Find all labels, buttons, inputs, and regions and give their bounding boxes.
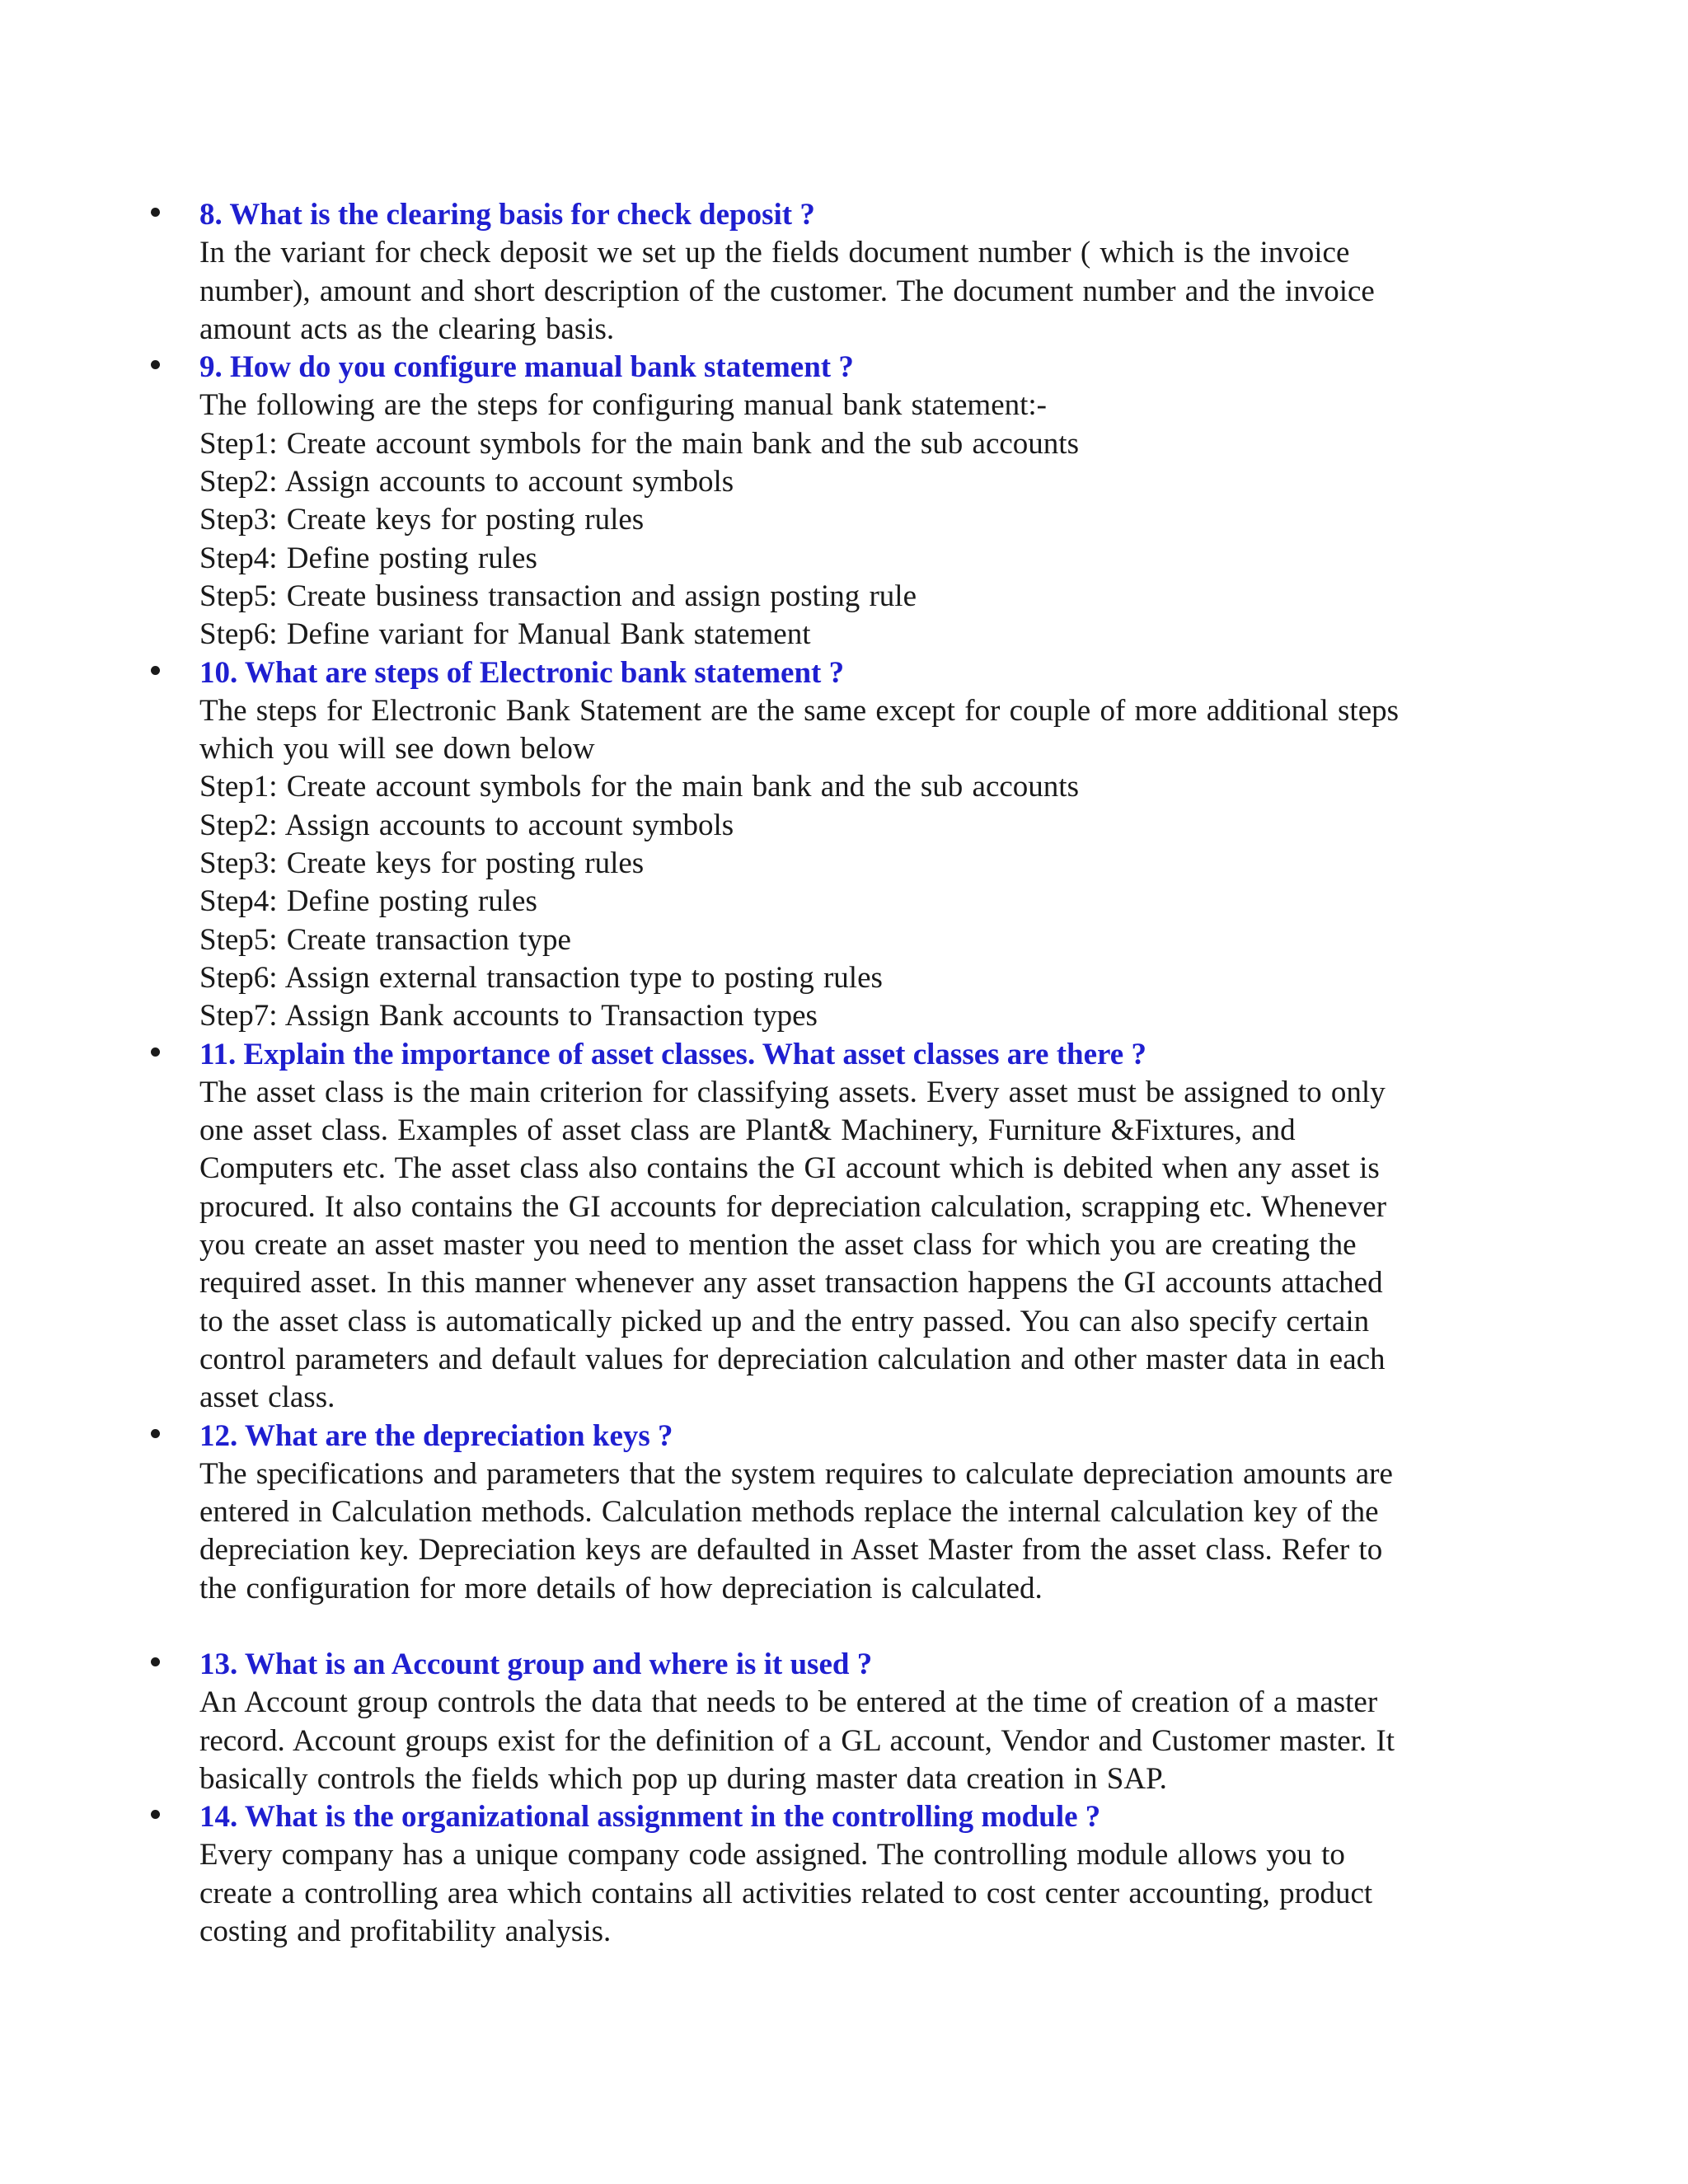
bullet-icon (151, 1429, 160, 1438)
bullet-icon (151, 1810, 160, 1819)
question-heading: 14. What is the organizational assignment in the controlling module ? (199, 1800, 1101, 1835)
question-heading: 9. How do you configure manual bank statement ? (199, 350, 854, 385)
answer-line: The specifications and parameters that the system requires to calculate depreciation amounts are (199, 1456, 1393, 1491)
answer-line: The asset class is the main criterion for classifying assets. Every asset must be assigned to only (199, 1075, 1386, 1109)
answer-line: one asset class. Examples of asset class are Plant& Machinery, Furniture &Fixtures, and (199, 1113, 1296, 1148)
question-heading: 11. Explain the importance of asset classes. What asset classes are there ? (199, 1037, 1146, 1071)
answer-line: create a controlling area which contains all activities related to cost center accounting, product (199, 1876, 1373, 1910)
qa-item-11 (0, 1036, 1688, 1418)
answer-line: Step1: Create account symbols for the main bank and the sub accounts (199, 426, 1079, 461)
qa-item-9 (0, 349, 1688, 654)
qa-item-12 (0, 1418, 1688, 1608)
qa-list (0, 196, 1688, 1951)
answer-line: Step5: Create business transaction and assign posting rule (199, 579, 917, 613)
answer-line: to the asset class is automatically picked up and the entry passed. You can also specify certain (199, 1304, 1370, 1338)
answer-line: number), amount and short description of the customer. The document number and the invoice (199, 274, 1375, 308)
answer-line: Step4: Define posting rules (199, 541, 537, 575)
answer-line: costing and profitability analysis. (199, 1915, 612, 1949)
question-heading: 13. What is an Account group and where is it used ? (199, 1647, 873, 1681)
answer-line: entered in Calculation methods. Calculation methods replace the internal calculation key of the (199, 1495, 1379, 1530)
question-heading: 12. What are the depreciation keys ? (199, 1418, 673, 1453)
qa-item-8 (0, 196, 1688, 349)
answer-line: Computers etc. The asset class also contains the GI account which is debited when any asset is (199, 1151, 1380, 1186)
answer-line: Step3: Create keys for posting rules (199, 503, 645, 537)
answer-line: An Account group controls the data that needs to be entered at the time of creation of a master (199, 1685, 1378, 1720)
answer-line: basically controls the fields which pop up during master data creation in SAP. (199, 1761, 1167, 1796)
answer-line: Every company has a unique company code assigned. The controlling module allows you to (199, 1838, 1345, 1872)
answer-line: control parameters and default values for depreciation calculation and other master data in each (199, 1342, 1386, 1376)
answer-line: Step5: Create transaction type (199, 922, 571, 957)
answer-line: Step3: Create keys for posting rules (199, 846, 645, 881)
answer-line: In the variant for check deposit we set up the fields document number ( which is the invoice (199, 236, 1350, 270)
question-heading: 8. What is the clearing basis for check deposit ? (199, 198, 815, 232)
bullet-icon (151, 666, 160, 675)
answer-line: The following are the steps for configuring manual bank statement:- (199, 388, 1048, 423)
answer-line: procured. It also contains the GI accounts for depreciation calculation, scrapping etc. Whenever (199, 1189, 1387, 1224)
bullet-icon (151, 1657, 160, 1666)
qa-item-14 (0, 1798, 1688, 1951)
question-heading: 10. What are steps of Electronic bank statement ? (199, 655, 845, 690)
answer-line: Step2: Assign accounts to account symbols (199, 808, 734, 842)
answer-line: record. Account groups exist for the definition of a GL account, Vendor and Customer master. It (199, 1723, 1395, 1758)
answer-line: amount acts as the clearing basis. (199, 312, 615, 346)
answer-line: Step4: Define posting rules (199, 884, 537, 919)
answer-line: which you will see down below (199, 732, 595, 766)
qa-item-13 (0, 1646, 1688, 1798)
bullet-icon (151, 1047, 160, 1057)
bullet-icon (151, 360, 160, 369)
answer-line: the configuration for more details of how depreciation is calculated. (199, 1571, 1043, 1605)
answer-line: depreciation key. Depreciation keys are defaulted in Asset Master from the asset class. Refer to (199, 1533, 1383, 1568)
answer-line: Step7: Assign Bank accounts to Transaction types (199, 999, 818, 1033)
answer-line: Step6: Assign external transaction type to posting rules (199, 960, 883, 995)
qa-item-10 (0, 654, 1688, 1036)
answer-line: you create an asset master you need to mention the asset class for which you are creating the (199, 1228, 1357, 1263)
answer-line: The steps for Electronic Bank Statement are the same except for couple of more additional steps (199, 693, 1400, 728)
bullet-icon (151, 208, 160, 217)
answer-line: Step2: Assign accounts to account symbols (199, 465, 734, 499)
answer-line: required asset. In this manner whenever any asset transaction happens the GI accounts attached (199, 1266, 1383, 1301)
answer-line: asset class. (199, 1380, 335, 1415)
answer-line: Step6: Define variant for Manual Bank statement (199, 617, 811, 652)
answer-line: Step1: Create account symbols for the main bank and the sub accounts (199, 770, 1079, 804)
